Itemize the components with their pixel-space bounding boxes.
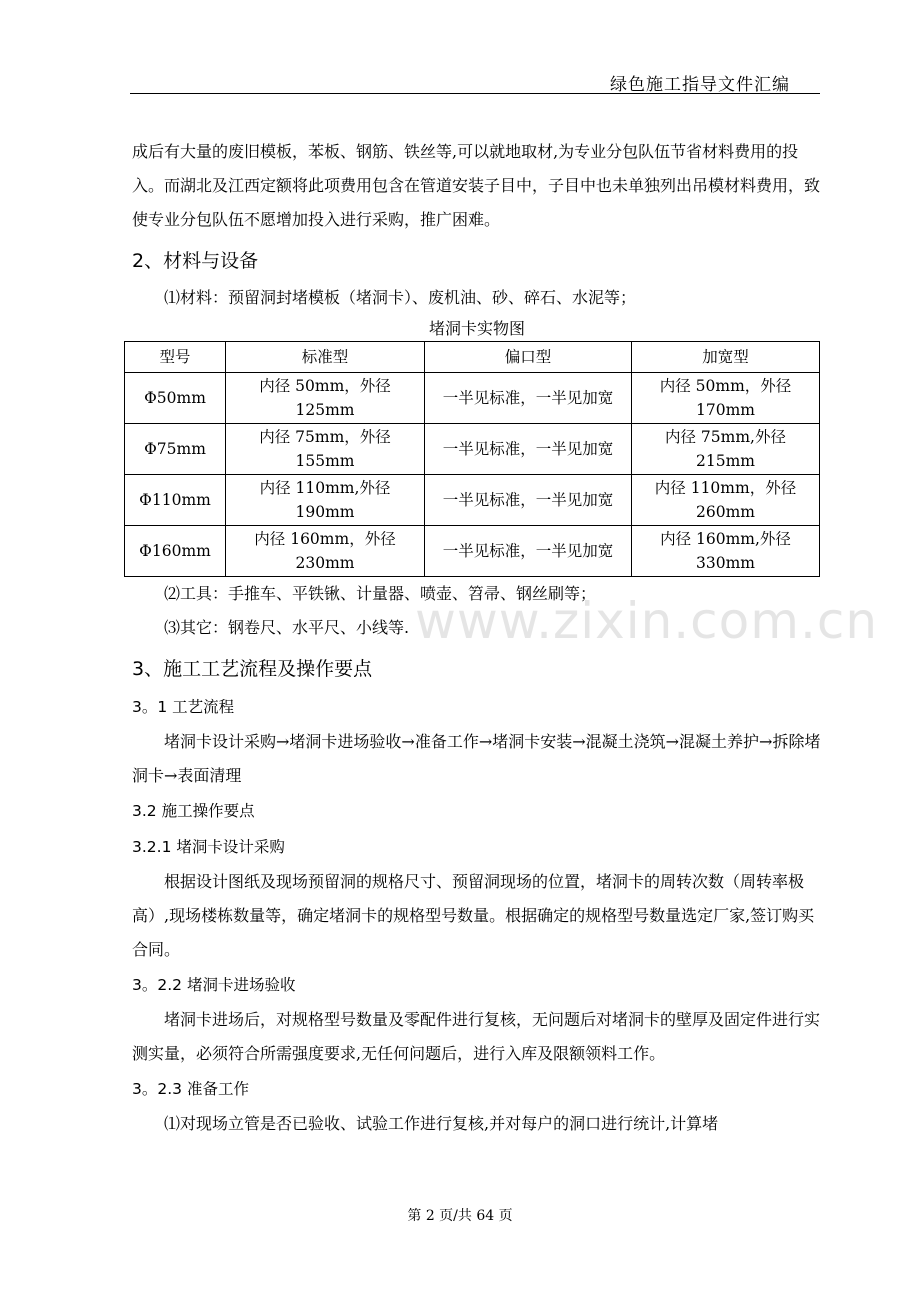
table-cell: 一半见标准，一半见加宽 bbox=[425, 526, 632, 577]
table-row bbox=[125, 373, 820, 424]
section-3-heading: 3、施工工艺流程及操作要点 bbox=[132, 658, 373, 680]
tools-line: ⑵工具：手推车、平铁锹、计量器、喷壶、笤帚、钢丝刷等； bbox=[164, 584, 597, 603]
table-cell: Φ160mm bbox=[125, 526, 226, 577]
table-row bbox=[125, 475, 820, 526]
preparation-text: ⑴对现场立管是否已验收、试验工作进行复核,并对每户的洞口进行统计,计算堵 bbox=[164, 1114, 719, 1133]
table-cell: 一半见标准，一半见加宽 bbox=[425, 475, 632, 526]
table-cell: 一半见标准，一半见加宽 bbox=[425, 373, 632, 424]
table-cell: 内径 50mm，外径 170mm bbox=[632, 373, 820, 424]
table-cell: 内径 75mm，外径 155mm bbox=[226, 424, 425, 475]
header-divider bbox=[130, 93, 820, 94]
subsection-3-2-3-heading: 3。2.3 准备工作 bbox=[132, 1080, 249, 1098]
table-cell: 一半见标准，一半见加宽 bbox=[425, 424, 632, 475]
others-line: ⑶其它：钢卷尺、水平尺、小线等. bbox=[164, 618, 410, 637]
subsection-3-2-heading: 3.2 施工操作要点 bbox=[132, 802, 255, 820]
subsection-3-1-heading: 3。1 工艺流程 bbox=[132, 698, 235, 716]
table-header-cell: 偏口型 bbox=[425, 342, 632, 373]
table-header-row bbox=[125, 342, 820, 373]
document-body bbox=[132, 135, 822, 1141]
table-cell: 内径 160mm,外径 330mm bbox=[632, 526, 820, 577]
table-header-cell: 标准型 bbox=[226, 342, 425, 373]
table-cell: Φ110mm bbox=[125, 475, 226, 526]
section-2-heading: 2、材料与设备 bbox=[132, 250, 259, 272]
document-header-title: 绿色施工指导文件汇编 bbox=[610, 75, 790, 95]
process-flow-text: 堵洞卡设计采购→堵洞卡进场验收→准备工作→堵洞卡安装→混凝土浇筑→混凝土养护→拆除堵洞卡→表面清理 bbox=[132, 732, 821, 785]
table-cell: Φ75mm bbox=[125, 424, 226, 475]
table-cell: Φ50mm bbox=[125, 373, 226, 424]
page-number: 第 2 页/共 64 页 bbox=[407, 1208, 513, 1224]
table-cell: 内径 75mm,外径 215mm bbox=[632, 424, 820, 475]
subsection-3-2-1-heading: 3.2.1 堵洞卡设计采购 bbox=[132, 838, 285, 856]
materials-line: ⑴材料：预留洞封堵模板（堵洞卡）、废机油、砂、碎石、水泥等； bbox=[164, 288, 637, 307]
table-header-cell: 加宽型 bbox=[632, 342, 820, 373]
table-row bbox=[125, 526, 820, 577]
intro-paragraph: 成后有大量的废旧模板，苯板、钢筋、铁丝等,可以就地取材,为专业分包队伍节省材料费用的投入。而湖北及江西定额将此项费用包含在管道安装子目中，子目中也未单独列出吊模材料费用，致使专业分包队伍不愿增加投入进行采购，推广困难。 bbox=[132, 142, 821, 229]
table-cell: 内径 50mm，外径 125mm bbox=[226, 373, 425, 424]
table-cell: 内径 110mm,外径 190mm bbox=[226, 475, 425, 526]
table-caption: 堵洞卡实物图 bbox=[428, 319, 525, 338]
subsection-3-2-2-heading: 3。2.2 堵洞卡进场验收 bbox=[132, 976, 296, 994]
plug-spec-table bbox=[124, 341, 820, 577]
acceptance-text: 堵洞卡进场后，对规格型号数量及零配件进行复核，无问题后对堵洞卡的壁厚及固定件进行实测实量，必须符合所需强度要求,无任何问题后，进行入库及限额领料工作。 bbox=[132, 1010, 821, 1063]
design-procurement-text: 根据设计图纸及现场预留洞的规格尺寸、预留洞现场的位置，堵洞卡的周转次数（周转率极高）,现场楼栋数量等，确定堵洞卡的规格型号数量。根据确定的规格型号数量选定厂家,签订购买合同。 bbox=[132, 872, 815, 959]
table-cell: 内径 110mm，外径 260mm bbox=[632, 475, 820, 526]
table-cell: 内径 160mm，外径 230mm bbox=[226, 526, 425, 577]
table-row bbox=[125, 424, 820, 475]
watermark: www.zixin.com.cn bbox=[415, 592, 879, 650]
table-header-cell: 型号 bbox=[125, 342, 226, 373]
